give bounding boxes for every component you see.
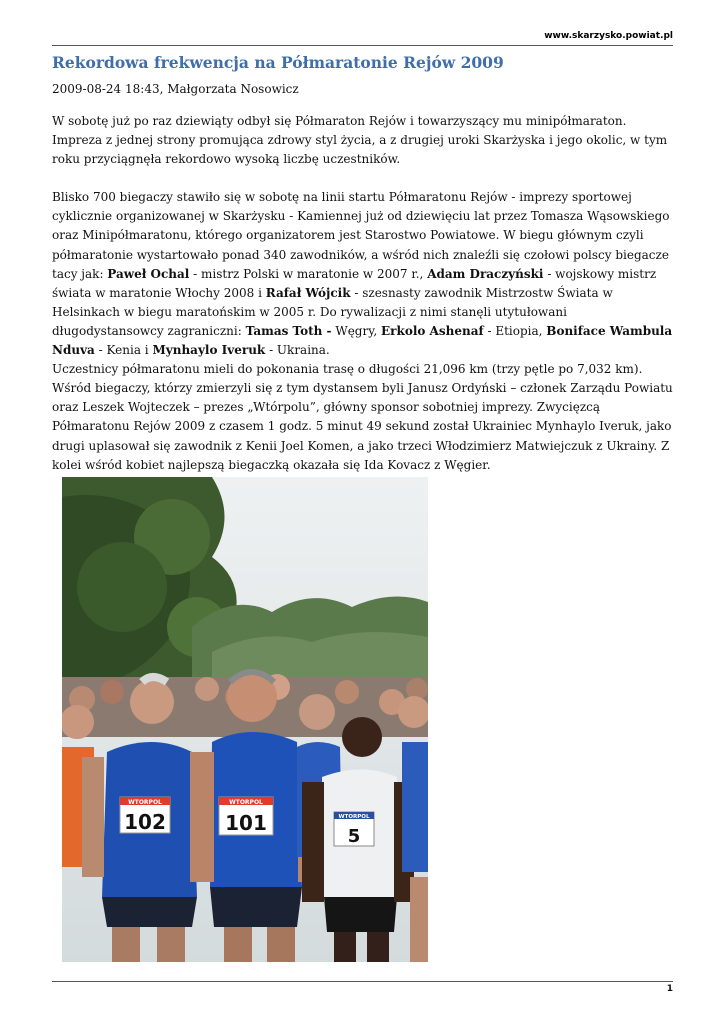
bib-number-5: 5 bbox=[347, 826, 361, 847]
header-rule bbox=[52, 45, 673, 46]
results-paragraph: Uczestnicy półmaratonu mieli do pokonania trasę o długości 21,096 km (trzy pętle po 7,032 km). Wśród biegaczy, którzy zmierzyli się z tym dystansem byli Janusz Ordyński – członek Zarządu Powiatu oraz Leszek Wojteczek – prezes „Wtórpolu”, główny sponsor sobotniej imprezy. Zwycięzcą Półmaratonu Rejów 2009 z czasem 1 godz. 5 minut 49 sekund został Ukrainiec Mynhaylo Iveruk, jako drugi uplasował się zawodnik z Kenii Joel Komen, a jako trzeci Włodzimierz Matwiejczuk z Ukrainy. Z kolei wśród kobiet najlepszą biegaczką okazała się Ida Kovacz z Węgier. bbox=[52, 362, 673, 472]
article-title: Rekordowa frekwencja na Półmaratonie Rejów 2009 bbox=[52, 53, 504, 72]
sponsor-label: WTORPOL bbox=[338, 814, 370, 820]
runner-name: Erkolo Ashenaf bbox=[381, 323, 484, 338]
article-body bbox=[52, 112, 674, 475]
text-span: Blisko 700 biegaczy stawiło się w sobotę na linii startu Półmaratonu Rejów - imprezy sportowej cyklicznie organizowanej w Skarżysku - Kamiennej już od dziewięciu lat przez Tomasza Wąsowskiego oraz Minipółmaratonu, którego organizatorem jest Starostwo Powiatowe. W biegu głównym czyli półmaratonie wystartowało ponad 340 zawodników, a wśród nich znaleźli się czołowi polscy biegacze tacy jak: bbox=[52, 190, 670, 281]
runner-name: Tamas Toth - bbox=[245, 323, 332, 338]
text-span: - szesnasty zawodnik Mistrzostw Świata w Helsinkach w biegu maratońskim w 2005 r. Do rywalizacji z nimi stanęli utytułowani długodystansowcy zagraniczni: bbox=[52, 285, 613, 338]
bib-number-101: 101 bbox=[225, 811, 267, 835]
site-url: www.skarzysko.powiat.pl bbox=[544, 31, 673, 41]
text-span: Węgry, bbox=[331, 323, 382, 338]
text-span: - mistrz Polski w maratonie w 2007 r., bbox=[189, 266, 428, 281]
runner-name: Mynhaylo Iveruk bbox=[152, 343, 266, 358]
runners-paragraph bbox=[52, 188, 674, 360]
text-span: - Etiopia, bbox=[483, 323, 547, 338]
article-meta: 2009-08-24 18:43, Małgorzata Nosowicz bbox=[52, 82, 299, 96]
race-start-photo bbox=[62, 477, 428, 962]
runner-name: Adam Draczyński bbox=[427, 266, 544, 281]
intro-paragraph: W sobotę już po raz dziewiąty odbył się Półmaraton Rejów i towarzyszący mu minipółmaraton. Impreza z jednej strony promująca zdrowy styl życia, a z drugiej uroki Skarżyska i jego okolic, w tym roku przyciągnęła rekordowo wysoką liczbę uczestników. bbox=[52, 114, 668, 167]
sponsor-label: WTORPOL bbox=[229, 799, 263, 806]
page-number: 1 bbox=[666, 984, 673, 994]
runner-name: Rafał Wójcik bbox=[265, 285, 351, 300]
text-span: - Ukraina. bbox=[265, 343, 330, 358]
sponsor-label: WTORPOL bbox=[128, 799, 162, 806]
runner-name: Boniface Wambula Nduva bbox=[52, 323, 673, 358]
footer-rule bbox=[52, 981, 673, 982]
text-span: - Kenia i bbox=[94, 343, 153, 358]
runner-name: Paweł Ochal bbox=[107, 266, 190, 281]
text-span: - wojskowy mistrz świata w maratonie Włochy 2008 i bbox=[52, 266, 657, 300]
bib-number-102: 102 bbox=[124, 810, 166, 834]
